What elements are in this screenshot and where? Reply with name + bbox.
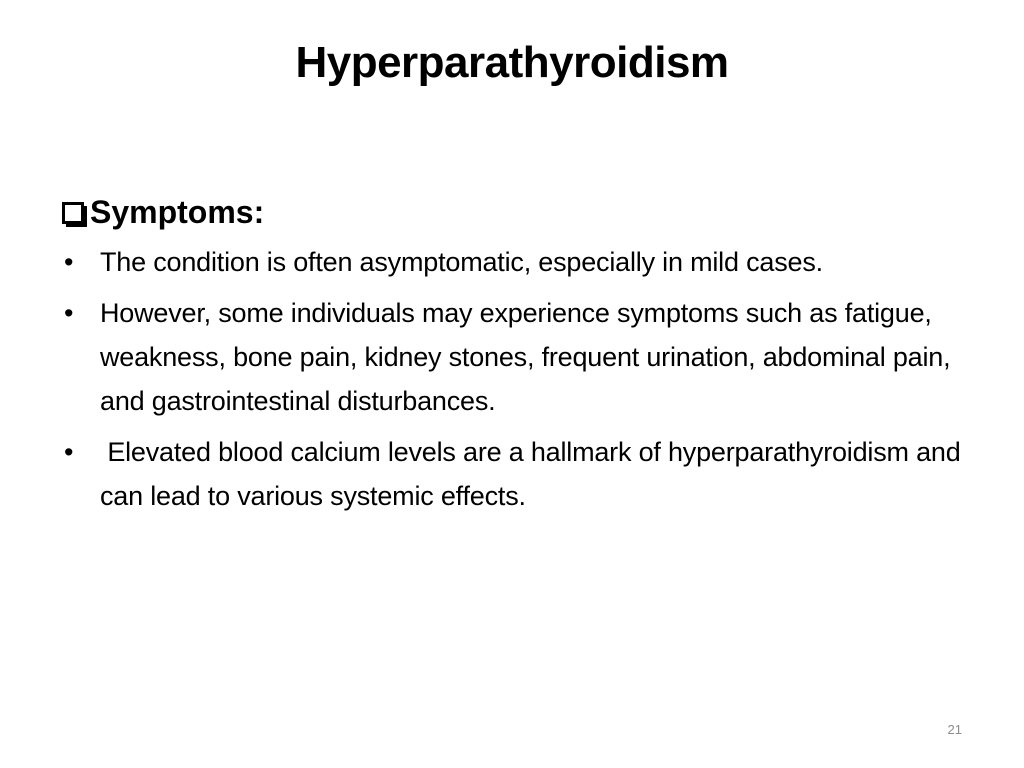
bullet-dot-icon: • <box>64 437 74 467</box>
bullet-dot-icon: • <box>64 298 74 328</box>
bullet-text: The condition is often asymptomatic, especially in mild cases. <box>100 247 823 277</box>
slide-content <box>62 190 968 525</box>
bullet-text: However, some individuals may experience symptoms such as fatigue, weakness, bone pain, kidney stones, frequent urination, abdominal pain, and gastrointestinal disturbances. <box>100 298 951 416</box>
bullet-item <box>62 240 962 284</box>
section-heading-row <box>62 190 962 234</box>
slide-title: Hyperparathyroidism <box>295 38 729 87</box>
section-heading: Symptoms: <box>90 194 265 230</box>
bullet-list <box>62 240 968 518</box>
bullet-dot-icon: • <box>64 247 74 277</box>
checkbox-icon <box>62 202 84 224</box>
bullet-text: Elevated blood calcium levels are a hallmark of hyperparathyroidism and can lead to various systemic effects. <box>100 437 968 511</box>
bullet-item <box>62 430 968 518</box>
bullet-item <box>62 291 962 423</box>
page-number: 21 <box>947 722 962 737</box>
